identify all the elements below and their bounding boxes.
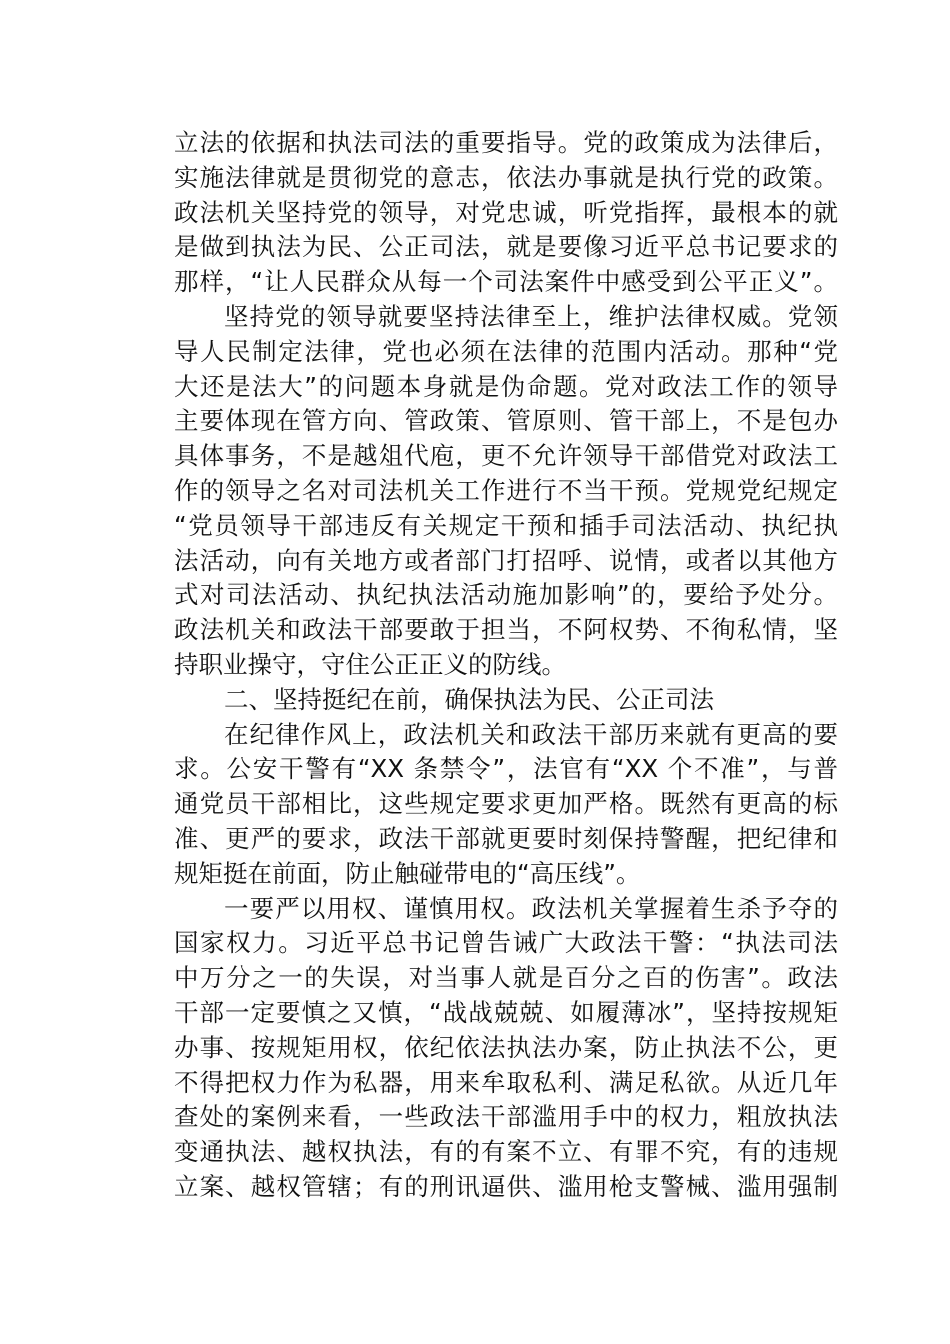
document-body <box>174 126 838 1205</box>
text-line: 国家权力。习近平总书记曾告诫广大政法干警：“执法司法 <box>174 928 838 958</box>
text-line: “党员领导干部违反有关规定干预和插手司法活动、执纪执 <box>174 510 838 540</box>
text-line: 立法的依据和执法司法的重要指导。党的政策成为法律后， <box>174 128 838 157</box>
text-line: 大还是法大”的问题本身就是伪命题。党对政法工作的领导 <box>174 371 838 401</box>
text-line: 作的领导之名对司法机关工作进行不当干预。党规党纪规定 <box>174 475 838 505</box>
text-line: 在纪律作风上，政法机关和政法干部历来就有更高的要 <box>224 719 838 749</box>
text-line: 中万分之一的失误，对当事人就是百分之百的伤害”。政法 <box>174 963 838 993</box>
text-line: 办事、按规矩用权，依纪依法执法办案，防止执法不公，更 <box>174 1032 838 1062</box>
text-line: 干部一定要慎之又慎，“战战兢兢、如履薄冰”，坚持按规矩 <box>174 997 838 1027</box>
text-line: 立案、越权管辖；有的刑讯逼供、滥用枪支警械、滥用强制 <box>174 1171 838 1201</box>
text-line: 主要体现在管方向、管政策、管原则、管干部上，不是包办 <box>174 406 838 436</box>
text-line: 规矩挺在前面，防止触碰带电的“高压线”。 <box>174 858 641 888</box>
text-line: 不得把权力作为私器，用来牟取私利、满足私欲。从近几年 <box>174 1067 838 1097</box>
text-line: 求。公安干警有“XX 条禁令”，法官有“XX 个不准”，与普 <box>174 754 838 784</box>
text-line: 一要严以用权、谨慎用权。政法机关掌握着生杀予夺的 <box>224 893 838 923</box>
text-line: 实施法律就是贯彻党的意志，依法办事就是执行党的政策。 <box>174 162 838 192</box>
text-line: 导人民制定法律，党也必须在法律的范围内活动。那种“党 <box>174 336 838 366</box>
text-line: 具体事务，不是越俎代庖，更不允许领导干部借党对政法工 <box>174 441 838 471</box>
text-line: 坚持党的领导就要坚持法律至上，维护法律权威。党领 <box>224 301 838 331</box>
text-line: 政法机关坚持党的领导，对党忠诚，听党指挥，最根本的就 <box>174 197 838 227</box>
text-line: 政法机关和政法干部要敢于担当，不阿权势、不徇私情，坚 <box>174 615 838 645</box>
text-line: 持职业操守，守住公正正义的防线。 <box>174 649 566 679</box>
text-line: 法活动，向有关地方或者部门打招呼、说情，或者以其他方 <box>174 545 838 575</box>
text-line: 那样，“让人民群众从每一个司法案件中感受到公平正义”。 <box>174 267 838 297</box>
text-line: 二、坚持挺纪在前，确保执法为民、公正司法 <box>224 684 714 714</box>
text-line: 通党员干部相比，这些规定要求更加严格。既然有更高的标 <box>174 789 838 819</box>
text-line: 准、更严的要求，政法干部就更要时刻保持警醒，把纪律和 <box>174 823 838 853</box>
text-line: 查处的案例来看，一些政法干部滥用手中的权力，粗放执法 <box>174 1102 838 1132</box>
text-line: 是做到执法为民、公正司法，就是要像习近平总书记要求的 <box>174 232 838 262</box>
text-line: 式对司法活动、执纪执法活动施加影响”的，要给予处分。 <box>174 580 838 610</box>
text-line: 变通执法、越权执法，有的有案不立、有罪不究，有的违规 <box>174 1137 838 1167</box>
